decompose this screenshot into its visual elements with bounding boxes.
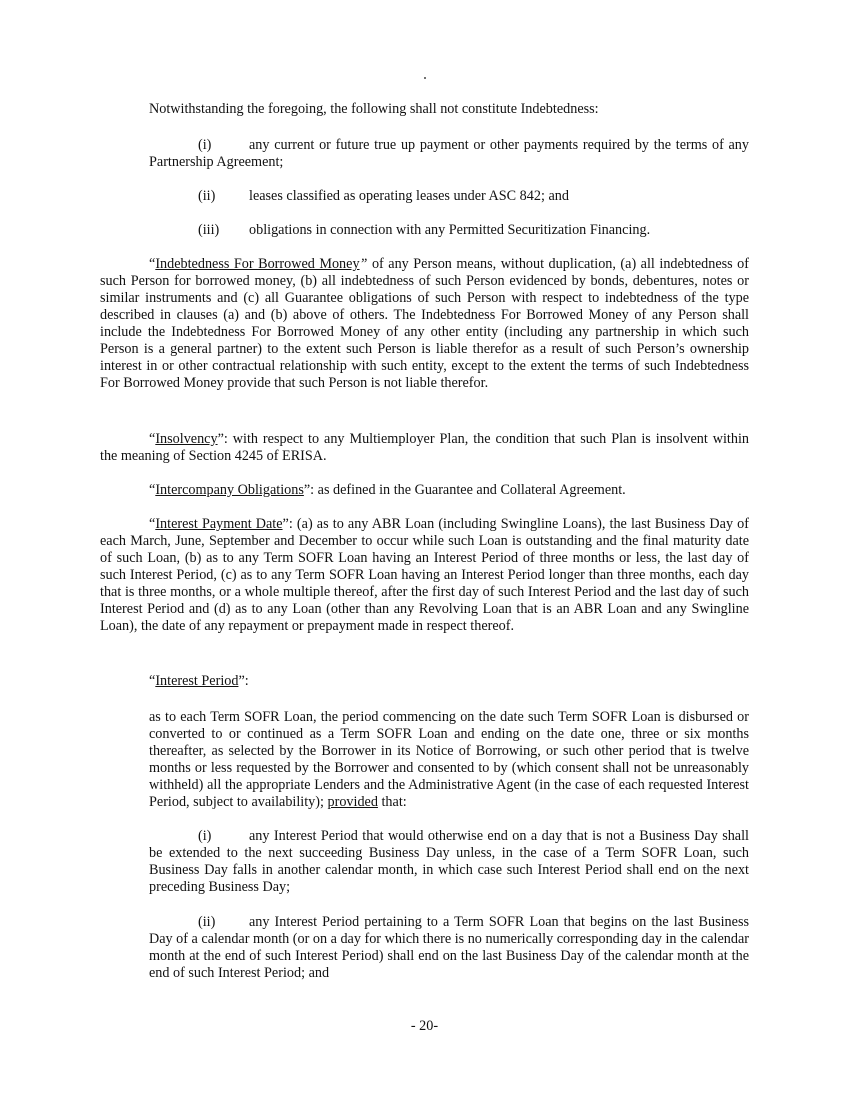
definition-text: as defined in the Guarantee and Collateral Agreement.: [314, 482, 626, 498]
exclusion-item-3: [149, 222, 749, 239]
open-quote: “: [149, 673, 156, 689]
defined-term: Insolvency: [155, 431, 218, 447]
interest-period-body: [149, 709, 749, 811]
defined-term: Indebtedness For Borrowed Money: [155, 256, 360, 272]
open-quote: “: [149, 516, 156, 532]
interest-period-item-2: [149, 914, 749, 982]
definition-text: of any Person means, without duplication, (a) all indebtedness of such Person for borrowed money, (b) all indebtedness of such Person evidenced by bonds, debentures, notes or similar instruments and (c) all Guarantee obligations of such Person with respect to indebtedness of the type described in clauses (a) and (b) above of others. The Indebtedness For Borrowed Money of any Person shall include the Indebtedness For Borrowed Money of any other entity (including any partnership in which such Person is a general partner) to the extent such Person is liable therefor as a result of such Person’s ownership interest in or other contractual relationship with such entity, except to the extent the terms of such Indebtedness For Borrowed Money provide that such Person is not liable therefor.: [100, 256, 749, 391]
definition-text: (a) as to any ABR Loan (including Swingline Loans), the last Business Day of each March, June, September and December to occur while such Loan is outstanding and the final maturity date of such Loan, (b) as to any Term SOFR Loan having an Interest Period of three months or less, the last day of such Interest Period, (c) as to any Term SOFR Loan having an Interest Period longer than three months, each day that is three months, or a whole multiple thereof, after the first day of such Interest Period and the last day of such Interest Period and (d) as to any Loan (other than any Revolving Loan that is an ABR Loan and any Swingline Loan), the date of any repayment or prepayment made in respect thereof.: [100, 516, 749, 634]
close-quote: ”:: [303, 482, 315, 498]
definition-interest-payment-date: [100, 516, 749, 635]
definition-indebtedness-borrowed-money: [100, 256, 749, 392]
item-number: (iii): [198, 222, 220, 238]
close-quote: ”:: [282, 516, 293, 532]
open-quote: “: [149, 431, 156, 447]
provided-term: provided: [327, 794, 378, 810]
item-text: obligations in connection with any Permitted Securitization Financing.: [249, 222, 651, 238]
definition-text: with respect to any Multiemployer Plan, the condition that such Plan is insolvent within the meaning of Section 4245 of ERISA.: [100, 431, 749, 464]
open-quote: “: [149, 482, 156, 498]
close-quote: ”:: [217, 431, 228, 447]
item-number: (i): [198, 137, 212, 153]
item-text: any current or future true up payment or other payments required by the terms of any Partnership Agreement;: [149, 137, 749, 170]
exclusion-item-2: [149, 188, 749, 205]
exclusions-intro: Notwithstanding the foregoing, the following shall not constitute Indebtedness:: [149, 101, 599, 117]
definition-insolvency: [100, 431, 749, 465]
defined-term: Intercompany Obligations: [155, 482, 304, 498]
close-quote: ”:: [238, 673, 249, 689]
close-quote: ”: [359, 256, 368, 272]
page-number: - 20-: [410, 1018, 439, 1034]
item-text: any Interest Period pertaining to a Term SOFR Loan that begins on the last Business Day of a calendar month (or on a day for which there is no numerically corresponding day in the calendar month at the end of such Interest Period) shall end on the last Business Day of the calendar month at the end of such Interest Period; and: [149, 914, 749, 981]
defined-term: Interest Period: [155, 673, 239, 689]
exclusion-item-1: [149, 137, 749, 171]
body-text: as to each Term SOFR Loan, the period commencing on the date such Term SOFR Loan is disbursed or converted to or continued as a Term SOFR Loan and ending on the date one, three or six months thereafter, as selected by the Borrower in its Notice of Borrowing, or such other period that is twelve months or less requested by the Borrower and consented to by (which consent shall not be unreasonably withheld) all the appropriate Lenders and the Administrative Agent (in the case of each requested Interest Period, subject to availability);: [149, 709, 749, 810]
item-text: leases classified as operating leases under ASC 842; and: [249, 188, 569, 204]
interest-period-item-1: [149, 828, 749, 896]
defined-term: Interest Payment Date: [155, 516, 283, 532]
item-text: any Interest Period that would otherwise end on a day that is not a Business Day shall be extended to the next succeeding Business Day unless, in the case of a Term SOFR Loan, such Business Day falls in another calendar month, in which case such Interest Period shall end on the next preceding Business Day;: [149, 828, 749, 895]
open-quote: “: [149, 256, 156, 272]
item-number: (ii): [198, 914, 216, 930]
definition-interest-period-heading: [100, 673, 749, 690]
body-text-end: that:: [377, 794, 407, 810]
item-number: (i): [198, 828, 212, 844]
definition-intercompany-obligations: [100, 482, 749, 499]
stray-mark: [424, 77, 426, 79]
item-number: (ii): [198, 188, 216, 204]
